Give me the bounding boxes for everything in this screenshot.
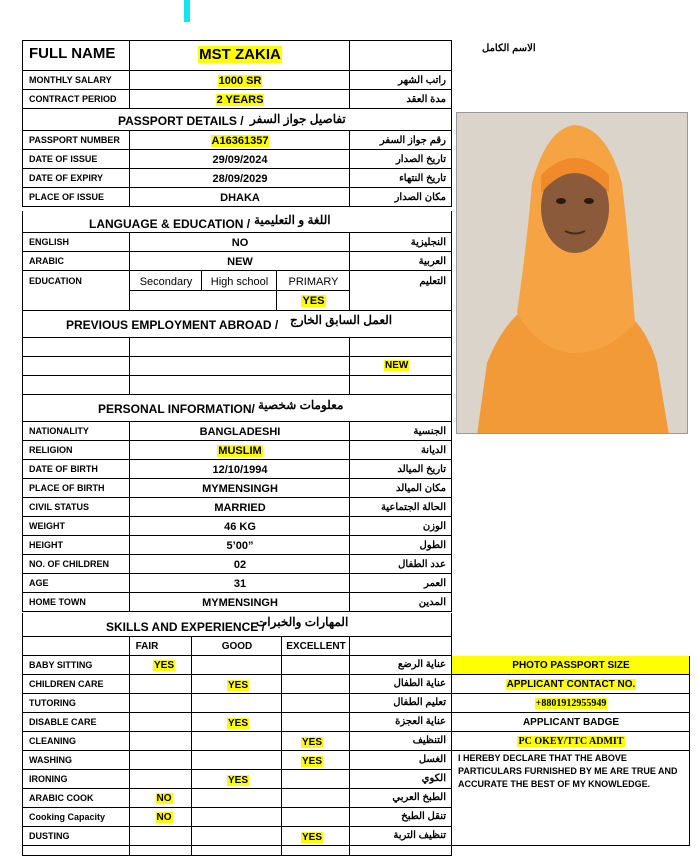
personal-row-3-value: MYMENSINGH bbox=[202, 483, 278, 495]
personal-row-0-arabic-cell bbox=[350, 425, 446, 439]
personal-row-3-arabic-cell bbox=[350, 482, 446, 496]
personal-section-title: PERSONAL INFORMATION/ bbox=[98, 402, 255, 416]
personal-row-4-arabic-cell bbox=[350, 501, 446, 515]
personal-row-0-value-cell bbox=[130, 425, 350, 439]
passport-row-1-label: DATE OF ISSUE bbox=[29, 154, 98, 164]
skill-level-fair: FAIR bbox=[135, 641, 159, 652]
skill-row-1-arabic: عناية الطفال bbox=[393, 678, 446, 689]
skills-section-title-cell bbox=[106, 620, 265, 634]
monthly-salary-label-cell bbox=[29, 74, 112, 86]
personal-row-7-value-cell bbox=[130, 558, 350, 572]
full-name-value: MST ZAKIA bbox=[199, 46, 281, 63]
arabic-lang-value: NEW bbox=[227, 256, 253, 268]
contact-value-cell bbox=[452, 697, 690, 711]
passport-row-3-arabic: مكان الصدار bbox=[394, 192, 446, 203]
arabic-lang-label-cell bbox=[29, 255, 64, 267]
personal-row-8-arabic-cell bbox=[350, 577, 446, 591]
personal-row-1-arabic-cell bbox=[350, 444, 446, 458]
full-name-label: FULL NAME bbox=[29, 45, 116, 62]
skill-row-0-fair: YES bbox=[153, 660, 174, 671]
contact-value: +8801912955949 bbox=[535, 698, 607, 709]
skill-row-0-label-cell bbox=[29, 659, 92, 671]
personal-row-6-value-cell bbox=[130, 539, 350, 553]
passport-row-1-arabic-cell bbox=[350, 153, 446, 167]
skill-row-8-fair-cell bbox=[130, 811, 198, 825]
arabic-lang-arabic-cell bbox=[350, 255, 446, 269]
personal-section-arabic: معلومات شخصية bbox=[258, 398, 344, 412]
table-cell-124 bbox=[192, 827, 282, 846]
table-cell-37 bbox=[130, 357, 350, 376]
passport-row-0-label-cell bbox=[29, 134, 120, 146]
table-cell-108 bbox=[130, 770, 192, 789]
language-section-title-cell bbox=[89, 217, 250, 231]
monthly-salary-label: MONTHLY SALARY bbox=[29, 75, 112, 85]
skill-row-0-arabic: عناية الرضع bbox=[397, 659, 446, 670]
skills-section-arabic-cell bbox=[256, 615, 348, 629]
contract-period-value-cell bbox=[130, 93, 350, 107]
skill-row-1-label-cell bbox=[29, 678, 104, 690]
personal-section-title-cell bbox=[98, 402, 255, 416]
skill-row-1-label: CHILDREN CARE bbox=[29, 679, 104, 689]
education-primary-cell bbox=[277, 275, 350, 289]
skill-row-5-excellent: YES bbox=[301, 756, 322, 767]
personal-row-6-arabic-cell bbox=[350, 539, 446, 553]
table-cell-40 bbox=[130, 376, 350, 395]
table-cell-110 bbox=[282, 770, 350, 789]
passport-row-0-arabic-cell bbox=[350, 134, 446, 148]
table-cell-85 bbox=[282, 675, 350, 694]
badge-title: APPLICANT BADGE bbox=[522, 717, 620, 728]
skill-row-3-arabic-cell bbox=[350, 715, 446, 729]
badge-value-cell bbox=[452, 735, 690, 749]
passport-row-0-value-cell bbox=[130, 134, 350, 148]
english-arabic: النجليزية bbox=[410, 237, 446, 248]
passport-row-2-value: 28/09/2029 bbox=[212, 173, 268, 185]
table-cell-120 bbox=[282, 808, 350, 827]
table-cell-130 bbox=[282, 846, 350, 856]
table-cell-104 bbox=[192, 751, 282, 770]
personal-row-9-label: HOME TOWN bbox=[29, 597, 86, 607]
personal-row-2-arabic: تاريخ الميالد bbox=[397, 464, 446, 475]
declaration-text-cell bbox=[458, 752, 688, 791]
skill-level-fair-cell bbox=[130, 640, 164, 654]
table-cell-39 bbox=[22, 376, 130, 395]
personal-row-9-value-cell bbox=[130, 596, 350, 610]
skill-row-1-good-cell bbox=[192, 679, 284, 693]
table-cell-72 bbox=[22, 637, 130, 656]
personal-row-4-label-cell bbox=[29, 501, 89, 513]
personal-row-1-label-cell bbox=[29, 444, 73, 456]
skill-row-2-arabic: تعليم الطفال bbox=[393, 697, 446, 708]
skill-row-1-arabic-cell bbox=[350, 677, 446, 691]
skill-row-1-good: YES bbox=[227, 680, 248, 691]
skill-row-2-arabic-cell bbox=[350, 696, 446, 710]
passport-row-2-label: DATE OF EXPIRY bbox=[29, 173, 104, 183]
skill-row-8-label-cell bbox=[29, 811, 105, 823]
employment-section-arabic: العمل السابق الخارج bbox=[290, 313, 393, 327]
personal-row-0-arabic: الجنسية bbox=[413, 426, 446, 437]
personal-row-2-label: DATE OF BIRTH bbox=[29, 464, 98, 474]
skill-row-4-arabic-cell bbox=[350, 734, 446, 748]
passport-section-title: PASSPORT DETAILS / bbox=[118, 114, 244, 128]
personal-row-5-value: 46 KG bbox=[224, 521, 256, 533]
skill-row-8-fair: NO bbox=[156, 812, 172, 823]
table-cell-103 bbox=[130, 751, 192, 770]
table-cell-123 bbox=[130, 827, 192, 846]
personal-row-5-label-cell bbox=[29, 520, 65, 532]
english-label: ENGLISH bbox=[29, 237, 70, 247]
skill-row-5-label-cell bbox=[29, 754, 72, 766]
skill-level-excellent-cell bbox=[282, 640, 350, 654]
personal-row-8-value: 31 bbox=[233, 578, 247, 590]
full-name-value-cell bbox=[130, 46, 350, 63]
passport-row-2-arabic-cell bbox=[350, 172, 446, 186]
employment-status: NEW bbox=[385, 360, 409, 371]
employment-section-title: PREVIOUS EMPLOYMENT ABROAD / bbox=[66, 318, 279, 332]
personal-row-6-arabic: الطول bbox=[419, 540, 446, 551]
english-arabic-cell bbox=[350, 236, 446, 250]
english-value-cell bbox=[130, 236, 350, 250]
passport-section-title-cell bbox=[118, 114, 244, 128]
passport-row-3-arabic-cell bbox=[350, 191, 446, 205]
contract-period-arabic-cell bbox=[350, 93, 446, 107]
table-cell-33 bbox=[22, 338, 130, 357]
skill-row-8-arabic: تنقل الطبخ bbox=[401, 811, 446, 822]
personal-row-6-value: 5’00” bbox=[226, 540, 254, 552]
table-cell-114 bbox=[192, 789, 282, 808]
skill-row-9-excellent-cell bbox=[282, 831, 342, 845]
table-cell-34 bbox=[130, 338, 350, 357]
skill-row-6-good-cell bbox=[192, 774, 284, 788]
passport-row-1-value: 29/09/2024 bbox=[212, 154, 268, 166]
education-high-school-cell bbox=[202, 275, 277, 289]
skill-row-7-fair: NO bbox=[156, 793, 172, 804]
skill-row-7-arabic-cell bbox=[350, 791, 446, 805]
passport-row-1-arabic: تاريخ الصدار bbox=[395, 154, 446, 165]
personal-row-5-value-cell bbox=[130, 520, 350, 534]
contract-period-label: CONTRACT PERIOD bbox=[29, 94, 117, 104]
badge-value: PC OKEY/TTC ADMIT bbox=[518, 736, 624, 747]
table-cell-90 bbox=[282, 694, 350, 713]
personal-row-4-value: MARRIED bbox=[214, 502, 266, 514]
education-arabic: التعليم bbox=[419, 276, 446, 287]
education-selected-cell bbox=[277, 294, 350, 308]
monthly-salary-value-cell bbox=[130, 74, 350, 88]
passport-row-3-value-cell bbox=[130, 191, 350, 205]
skill-row-6-label-cell bbox=[29, 773, 68, 785]
skill-row-6-label: IRONING bbox=[29, 774, 68, 784]
monthly-salary-arabic: راتب الشهر bbox=[398, 75, 446, 86]
skill-row-4-label-cell bbox=[29, 735, 76, 747]
personal-row-8-arabic: العمر bbox=[424, 578, 446, 589]
personal-row-1-arabic: الديانة bbox=[420, 445, 446, 456]
education-arabic-cell bbox=[350, 275, 446, 289]
skill-row-4-excellent-cell bbox=[282, 736, 342, 750]
personal-row-3-label: PLACE OF BIRTH bbox=[29, 483, 105, 493]
passport-section-arabic-cell bbox=[250, 112, 346, 126]
skill-row-2-label-cell bbox=[29, 697, 76, 709]
contact-title-cell bbox=[452, 678, 690, 692]
passport-row-3-value: DHAKA bbox=[220, 192, 260, 204]
personal-row-4-arabic: الحالة الجتماعية bbox=[381, 502, 446, 513]
education-label: EDUCATION bbox=[29, 276, 82, 286]
full-name-arabic: الاسم الكامل bbox=[482, 43, 536, 54]
table-cell-79 bbox=[192, 656, 282, 675]
personal-row-6-label: HEIGHT bbox=[29, 540, 64, 550]
personal-row-1-value: MUSLIM bbox=[218, 445, 262, 457]
personal-row-3-arabic: مكان الميالد bbox=[395, 483, 446, 494]
skill-row-3-good: YES bbox=[227, 718, 248, 729]
skill-row-9-label: DUSTING bbox=[29, 831, 70, 841]
passport-row-0-label: PASSPORT NUMBER bbox=[29, 135, 120, 145]
table-cell-115 bbox=[282, 789, 350, 808]
personal-row-9-label-cell bbox=[29, 596, 86, 608]
passport-row-0-arabic: رقم جواز السفر bbox=[379, 135, 446, 146]
passport-section-arabic: تفاصيل جواز السفر bbox=[250, 112, 346, 126]
contract-period-value: 2 YEARS bbox=[216, 94, 264, 106]
skill-row-6-arabic-cell bbox=[350, 772, 446, 786]
skill-row-9-excellent: YES bbox=[301, 832, 322, 843]
skill-row-0-label: BABY SITTING bbox=[29, 660, 93, 670]
personal-row-8-label: AGE bbox=[29, 578, 49, 588]
skills-section-arabic: المهارات والخبرات bbox=[256, 615, 349, 629]
passport-row-2-value-cell bbox=[130, 172, 350, 186]
skill-row-3-good-cell bbox=[192, 717, 284, 731]
skill-row-8-arabic-cell bbox=[350, 810, 446, 824]
skill-row-6-good: YES bbox=[227, 775, 248, 786]
personal-row-7-arabic-cell bbox=[350, 558, 446, 572]
skill-row-5-label: WASHING bbox=[29, 755, 73, 765]
table-cell-89 bbox=[192, 694, 282, 713]
passport-row-3-label-cell bbox=[29, 191, 104, 203]
language-section-title: LANGUAGE & EDUCATION / bbox=[89, 217, 251, 231]
table-cell-41 bbox=[350, 376, 452, 395]
personal-row-7-arabic: عدد الطفال bbox=[398, 559, 446, 570]
table-cell-95 bbox=[282, 713, 350, 732]
personal-row-9-arabic-cell bbox=[350, 596, 446, 610]
personal-row-2-value: 12/10/1994 bbox=[212, 464, 268, 476]
personal-row-3-value-cell bbox=[130, 482, 350, 496]
declaration-text: I HEREBY DECLARE THAT THE ABOVE PARTICULARS FURNISHED BY ME ARE TRUE AND ACCURATE THE BEST OF MY KNOWLEDGE. bbox=[458, 753, 678, 789]
table-cell-83 bbox=[130, 675, 192, 694]
table-cell-129 bbox=[192, 846, 282, 856]
passport-row-3-label: PLACE OF ISSUE bbox=[29, 192, 105, 202]
full-name-arabic-cell bbox=[482, 42, 682, 56]
personal-row-2-label-cell bbox=[29, 463, 98, 475]
skill-row-7-arabic: الطبخ العربي bbox=[392, 792, 446, 803]
full-name-label-cell bbox=[29, 47, 115, 61]
contract-period-label-cell bbox=[29, 93, 117, 105]
skill-row-4-arabic: التنظيف bbox=[412, 735, 446, 746]
arabic-lang-arabic: العربية bbox=[418, 256, 446, 267]
photo-size-label-cell bbox=[452, 659, 690, 673]
passport-row-2-label-cell bbox=[29, 172, 103, 184]
personal-row-7-label: NO. OF CHILDREN bbox=[29, 559, 109, 569]
skill-row-8-label: Cooking Capacity bbox=[29, 812, 106, 822]
contract-period-arabic: مدة العقد bbox=[406, 94, 446, 105]
table-cell-127 bbox=[22, 846, 130, 856]
skill-row-3-arabic: عناية العجزة bbox=[395, 716, 446, 727]
skill-row-4-excellent: YES bbox=[301, 737, 322, 748]
skill-row-2-label: TUTORING bbox=[29, 698, 76, 708]
employment-section-title-cell bbox=[66, 318, 278, 332]
skill-row-5-arabic: الغسل bbox=[418, 754, 446, 765]
skill-row-5-excellent-cell bbox=[282, 755, 342, 769]
personal-row-1-label: RELIGION bbox=[29, 445, 73, 455]
badge-title-cell bbox=[452, 716, 690, 730]
personal-section-arabic-cell bbox=[258, 398, 343, 412]
employment-status-cell bbox=[384, 359, 409, 373]
personal-row-8-value-cell bbox=[130, 577, 350, 591]
english-label-cell bbox=[29, 236, 69, 248]
education-primary: PRIMARY bbox=[288, 276, 339, 288]
english-value: NO bbox=[231, 237, 249, 249]
table-cell-99 bbox=[192, 732, 282, 751]
language-section-arabic: اللغة و التعليمية bbox=[254, 213, 331, 227]
personal-row-2-value-cell bbox=[130, 463, 350, 477]
skills-section-title: SKILLS AND EXPERIENCE / bbox=[106, 620, 265, 634]
personal-row-0-label: NATIONALITY bbox=[29, 426, 89, 436]
personal-row-8-label-cell bbox=[29, 577, 49, 589]
skill-level-excellent: EXCELLENT bbox=[286, 641, 346, 652]
language-section-arabic-cell bbox=[254, 213, 331, 227]
passport-row-2-arabic: تاريخ النتهاء bbox=[399, 173, 446, 184]
table-cell-80 bbox=[282, 656, 350, 675]
employment-section-arabic-cell bbox=[290, 313, 392, 327]
table-cell-98 bbox=[130, 732, 192, 751]
skill-row-0-arabic-cell bbox=[350, 658, 446, 672]
contact-title: APPLICANT CONTACT NO. bbox=[506, 679, 636, 690]
education-selected: YES bbox=[302, 295, 325, 307]
table-cell-30 bbox=[130, 291, 277, 311]
table-cell-93 bbox=[130, 713, 192, 732]
arabic-lang-label: ARABIC bbox=[29, 256, 64, 266]
passport-row-1-label-cell bbox=[29, 153, 97, 165]
table-cell-128 bbox=[130, 846, 192, 856]
skill-row-9-label-cell bbox=[29, 830, 70, 842]
table-cell-36 bbox=[22, 357, 130, 376]
personal-row-9-arabic: المدين bbox=[418, 597, 446, 608]
personal-row-4-value-cell bbox=[130, 501, 350, 515]
personal-row-6-label-cell bbox=[29, 539, 63, 551]
skill-row-4-label: CLEANING bbox=[29, 736, 76, 746]
personal-row-1-value-cell bbox=[130, 444, 350, 458]
arabic-lang-value-cell bbox=[130, 255, 350, 269]
monthly-salary-arabic-cell bbox=[350, 74, 446, 88]
skill-level-good-cell bbox=[192, 640, 282, 654]
table-cell-131 bbox=[350, 846, 452, 856]
skill-row-7-fair-cell bbox=[130, 792, 198, 806]
skill-row-3-label-cell bbox=[29, 716, 97, 728]
personal-row-5-arabic-cell bbox=[350, 520, 446, 534]
personal-row-5-label: WEIGHT bbox=[29, 521, 65, 531]
personal-row-5-arabic: الوزن bbox=[422, 521, 446, 532]
skill-row-3-label: DISABLE CARE bbox=[29, 717, 97, 727]
passport-row-1-value-cell bbox=[130, 153, 350, 167]
personal-row-7-value: 02 bbox=[233, 559, 247, 571]
education-secondary: Secondary bbox=[139, 276, 193, 288]
monthly-salary-value: 1000 SR bbox=[218, 75, 262, 87]
education-label-cell bbox=[29, 275, 82, 287]
skill-row-5-arabic-cell bbox=[350, 753, 446, 767]
education-secondary-cell bbox=[130, 275, 202, 289]
personal-row-9-value: MYMENSINGH bbox=[202, 597, 278, 609]
skill-row-7-label-cell bbox=[29, 792, 94, 804]
personal-row-3-label-cell bbox=[29, 482, 105, 494]
skill-row-6-arabic: الكوي bbox=[421, 773, 446, 784]
skill-row-0-fair-cell bbox=[130, 659, 198, 673]
personal-row-2-arabic-cell bbox=[350, 463, 446, 477]
photo-size-label: PHOTO PASSPORT SIZE bbox=[512, 660, 630, 671]
passport-row-0-value: A16361357 bbox=[211, 135, 269, 147]
table-cell-76 bbox=[350, 637, 452, 656]
personal-row-4-label: CIVIL STATUS bbox=[29, 502, 90, 512]
table-cell-119 bbox=[192, 808, 282, 827]
table-cell-35 bbox=[350, 338, 452, 357]
table-cell-88 bbox=[130, 694, 192, 713]
skill-row-9-arabic: تنظيف التربة bbox=[393, 830, 446, 841]
personal-row-7-label-cell bbox=[29, 558, 109, 570]
applicant-portrait-icon bbox=[457, 113, 688, 434]
personal-row-0-label-cell bbox=[29, 425, 89, 437]
skill-level-good: GOOD bbox=[221, 641, 253, 652]
skill-row-7-label: ARABIC COOK bbox=[29, 793, 94, 803]
skill-row-9-arabic-cell bbox=[350, 829, 446, 843]
education-high-school: High school bbox=[210, 276, 269, 288]
personal-row-0-value: BANGLADESHI bbox=[199, 426, 281, 438]
applicant-photo bbox=[456, 112, 688, 434]
